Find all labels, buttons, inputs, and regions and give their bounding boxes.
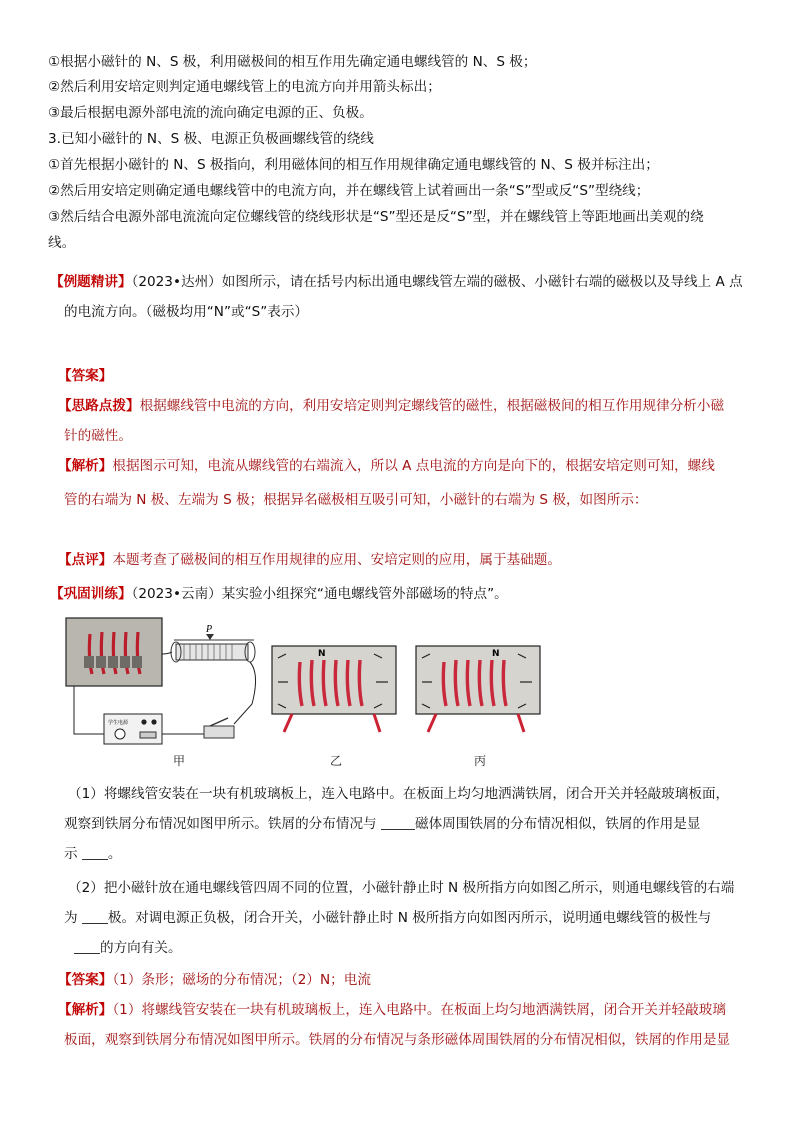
practice-q2: （2）把小磁针放在通电螺线管四周不同的位置，小磁针静止时 N 极所指方向如图乙所示，则通电螺线管的右端 bbox=[68, 880, 735, 896]
example-answer: 【答案】 bbox=[58, 368, 113, 384]
text-line: 线。 bbox=[48, 235, 76, 251]
practice-q2-cont: 的方向有关。 bbox=[74, 938, 784, 958]
example-analysis: 【解析】根据图示可知，电流从螺线管的右端流入，所以 A 点电流的方向是向下的，根据安培定则可知，螺线 bbox=[58, 458, 715, 474]
practice-tag: 【巩固训练】 bbox=[50, 586, 132, 602]
figure-yi bbox=[270, 644, 398, 736]
figure-label-bing: 丙 bbox=[474, 754, 487, 768]
text-line: ①首先根据小磁针的 N、S 极指向，利用磁体间的相互作用规律确定通电螺线管的 N、S 极并标注出； bbox=[48, 157, 659, 173]
example-comment: 【点评】本题考查了磁极间的相互作用规律的应用、安培定则的应用，属于基础题。 bbox=[58, 552, 561, 568]
example-source: （2023•达州） bbox=[131, 274, 222, 290]
example-tag: 【例题精讲】 bbox=[50, 274, 132, 290]
text-line: ②然后利用安培定则判定通电螺线管上的电流方向并用箭头标出； bbox=[48, 79, 441, 95]
text-line: ①根据小磁针的 N、S 极，利用磁极间的相互作用先确定通电螺线管的 N、S 极； bbox=[48, 54, 537, 70]
practice-analysis: 【解析】（1）将螺线管安装在一块有机玻璃板上，连入电路中。在板面上均匀地洒满铁屑，闭合开关并轻敲玻璃 bbox=[58, 1002, 726, 1018]
practice-answer: 【答案】（1）条形；磁场的分布情况；（2）N；电流 bbox=[58, 972, 371, 988]
example-hint-cont: 针的磁性。 bbox=[64, 428, 132, 444]
practice-q2-cont: 为 极。对调电源正负极，闭合开关，小磁针静止时 N 极所指方向如图丙所示，说明通电螺线管的极性与 bbox=[64, 910, 712, 926]
example-hint: 【思路点拨】根据螺线管中电流的方向，利用安培定则判定螺线管的磁性，根据磁极间的相互作用规律分析小磁 bbox=[58, 398, 725, 414]
answer-blank bbox=[82, 909, 108, 924]
text-line: ③然后结合电源外部电流流向定位螺线管的绕线形状是“S”型还是反“S”型，并在螺线管上等距地画出美观的绕 bbox=[48, 209, 704, 225]
practice-analysis-cont: 板面，观察到铁屑分布情况如图甲所示。铁屑的分布情况与条形磁体周围铁屑的分布情况相似，铁屑的作用是显 bbox=[64, 1032, 731, 1048]
example-question: 【例题精讲】（2023•达州）如图所示，请在括号内标出通电螺线管左端的磁极、小磁针右端的磁极以及导线上 A 点 bbox=[50, 274, 743, 290]
section-heading: 3.已知小磁针的 N、S 极、电源正负极画螺线管的绕线 bbox=[48, 131, 374, 147]
figure-bing bbox=[414, 644, 542, 736]
example-analysis-cont: 管的右端为 N 极、左端为 S 极；根据异名磁极相互吸引可知，小磁针的右端为 S 极，如图所示： bbox=[64, 492, 648, 508]
text-line: ③最后根据电源外部电流的流向确定电源的正、负极。 bbox=[48, 105, 373, 121]
n-label: N bbox=[492, 649, 500, 659]
answer-blank bbox=[82, 845, 108, 860]
figure-label-yi: 乙 bbox=[330, 754, 343, 768]
example-question-cont: 的电流方向。（磁极均用“N”或“S”表示） bbox=[64, 304, 309, 320]
practice-q1-cont: 观察到铁屑分布情况如图甲所示。铁屑的分布情况与 磁体周围铁屑的分布情况相似，铁屑的作用是显 bbox=[64, 816, 701, 832]
practice-q1: （1）将螺线管安装在一块有机玻璃板上，连入电路中。在板面上均匀地洒满铁屑，闭合开关并轻敲玻璃板面， bbox=[68, 786, 730, 802]
figure-label-jia: 甲 bbox=[173, 754, 186, 768]
power-label: 学生电源 bbox=[108, 720, 129, 726]
answer-blank bbox=[381, 815, 415, 830]
practice-q1-cont: 示 。 bbox=[64, 846, 122, 862]
text-line: ②然后用安培定则确定通电螺线管中的电流方向，并在螺线管上试着画出一条“S”型或反“S”型绕线； bbox=[48, 183, 650, 199]
answer-blank bbox=[74, 939, 100, 954]
practice-question: 【巩固训练】（2023•云南）某实验小组探究“通电螺线管外部磁场的特点”。 bbox=[50, 586, 508, 602]
figure-jia bbox=[64, 614, 270, 754]
n-label: N bbox=[318, 649, 326, 659]
rheostat-label: P bbox=[206, 624, 213, 635]
